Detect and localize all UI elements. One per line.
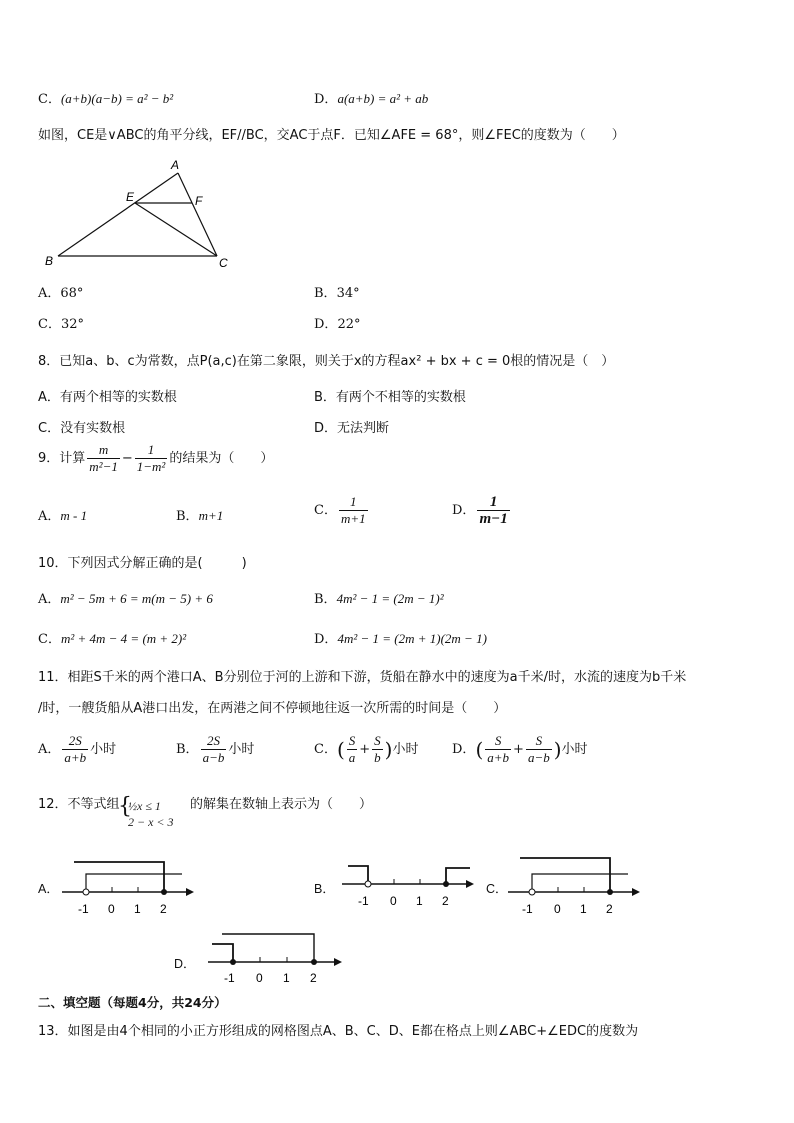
svg-text:2: 2	[160, 902, 167, 916]
q6-option-c: C．(a+b)(a−b) = a² − b²	[38, 91, 174, 107]
svg-text:1: 1	[580, 902, 587, 916]
q9-option-a: A．m - 1	[38, 508, 88, 524]
q7-stem: 如图，CE是∨ABC的角平分线，EF//BC，交AC于点F．已知∠AFE = 68°，则∠FEC的度数为（ ）	[38, 128, 625, 143]
q12-stem-prefix: 12．不等式组	[38, 797, 120, 812]
q12-system: ½x ≤ 1 2 − x < 3	[128, 799, 174, 829]
svg-text:1: 1	[134, 902, 141, 916]
q11-option-d: D．( $\frac{S}{a+b}$ + $\frac{S}{a-b}$ )小时	[452, 733, 588, 765]
q12-option-a-numberline	[60, 852, 200, 918]
q12-stem-suffix: 的解集在数轴上表示为（ ）	[190, 797, 373, 812]
svg-text:0: 0	[554, 902, 561, 916]
svg-text:-1: -1	[224, 971, 235, 985]
q8-option-c: C．没有实数根	[38, 421, 126, 436]
q7-triangle-figure	[40, 155, 240, 270]
q11-option-b: B． $\frac{2S}{a-b}$ 小时	[176, 733, 255, 765]
q9-option-c: C． $\frac{1}{m+1}$	[314, 494, 366, 526]
q8-option-d: D．无法判断	[314, 421, 390, 436]
q7-option-b: B．34°	[314, 286, 360, 301]
q11-option-a: A． $\frac{2S}{a+b}$ 小时	[38, 733, 117, 765]
q9-option-d: D． $\frac{1}{m-1}$	[452, 494, 508, 527]
q12-option-d-label: D．	[174, 957, 196, 971]
q13-stem: 13．如图是由4个相同的小正方形组成的网格图点A、B、C、D、E都在格点上则∠ABC+∠EDC的度数为	[38, 1024, 639, 1039]
label-c: C	[219, 256, 228, 270]
svg-text:-1: -1	[522, 902, 533, 916]
q12-option-b-numberline	[340, 860, 480, 912]
q11-stem-line2: /时，一艘货船从A港口出发，在两港之间不停顿地往返一次所需的时间是（ ）	[38, 701, 507, 716]
svg-text:-1: -1	[358, 894, 369, 908]
q12-option-c-numberline	[506, 852, 646, 918]
q8-stem: 8．已知a、b、c为常数，点P(a,c)在第二象限，则关于x的方程ax² + bx + c = 0根的情况是（ ）	[38, 354, 615, 369]
edge-ab	[58, 173, 178, 256]
q10-option-a: A．m² − 5m + 6 = m(m − 5) + 6	[38, 591, 213, 607]
q10-option-c: C．m² + 4m − 4 = (m + 2)²	[38, 631, 187, 647]
q6-option-c-expr: (a+b)(a−b) = a² − b²	[60, 91, 174, 106]
q12-option-c-label: C．	[486, 882, 508, 896]
svg-text:2: 2	[442, 894, 449, 908]
q12-option-d-numberline	[206, 928, 350, 986]
q9-fraction-1: $\frac{m}{\text{m²−1}}$	[89, 442, 118, 474]
q10-stem: 10．下列因式分解正确的是( )	[38, 556, 247, 571]
q9-fraction-2: $\frac{1}{\text{1−m²}}$	[136, 442, 166, 474]
svg-text:1: 1	[283, 971, 290, 985]
svg-text:0: 0	[256, 971, 263, 985]
svg-text:0: 0	[390, 894, 397, 908]
q10-option-d: D．4m² − 1 = (2m + 1)(2m − 1)	[314, 631, 487, 647]
svg-text:0: 0	[108, 902, 115, 916]
svg-text:-1: -1	[78, 902, 89, 916]
q7-option-d: D．22°	[314, 317, 361, 332]
svg-text:1: 1	[416, 894, 423, 908]
q9-stem: 9．计算 $\frac{m}{\text{m²−1}}$ − $\frac{1}{\text{1−m²}}$ 的结果为（ ）	[38, 442, 274, 474]
label-f: F	[195, 194, 203, 208]
q10-option-b: B．4m² − 1 = (2m − 1)²	[314, 591, 444, 607]
q11-option-c: C．( $\frac{S}{a}$ + $\frac{S}{b}$ )小时	[314, 733, 419, 765]
q8-option-b: B．有两个不相等的实数根	[314, 390, 466, 405]
label-b: B	[45, 254, 54, 268]
q9-option-b: B．m+1	[176, 508, 224, 524]
q6-option-d: D．a(a+b) = a² + ab	[314, 91, 429, 107]
label-a: A	[171, 158, 180, 172]
q12-brace: {	[118, 794, 132, 819]
svg-text:2: 2	[606, 902, 613, 916]
label-e: E	[126, 190, 135, 204]
q7-option-c: C．32°	[38, 317, 84, 332]
q6-option-d-expr: a(a+b) = a² + ab	[337, 91, 429, 106]
q8-option-a: A．有两个相等的实数根	[38, 390, 177, 405]
section-2-heading: 二、填空题（每题4分，共24分）	[38, 995, 227, 1010]
q11-stem-line1: 11．相距S千米的两个港口A、B分别位于河的上游和下游，货船在静水中的速度为a千米/时，水流的速度为b千米	[38, 670, 687, 685]
svg-text:2: 2	[310, 971, 317, 985]
q12-option-a-label: A．	[38, 882, 59, 896]
q12-option-b-label: B．	[314, 882, 335, 896]
q7-option-a: A．68°	[38, 286, 84, 301]
